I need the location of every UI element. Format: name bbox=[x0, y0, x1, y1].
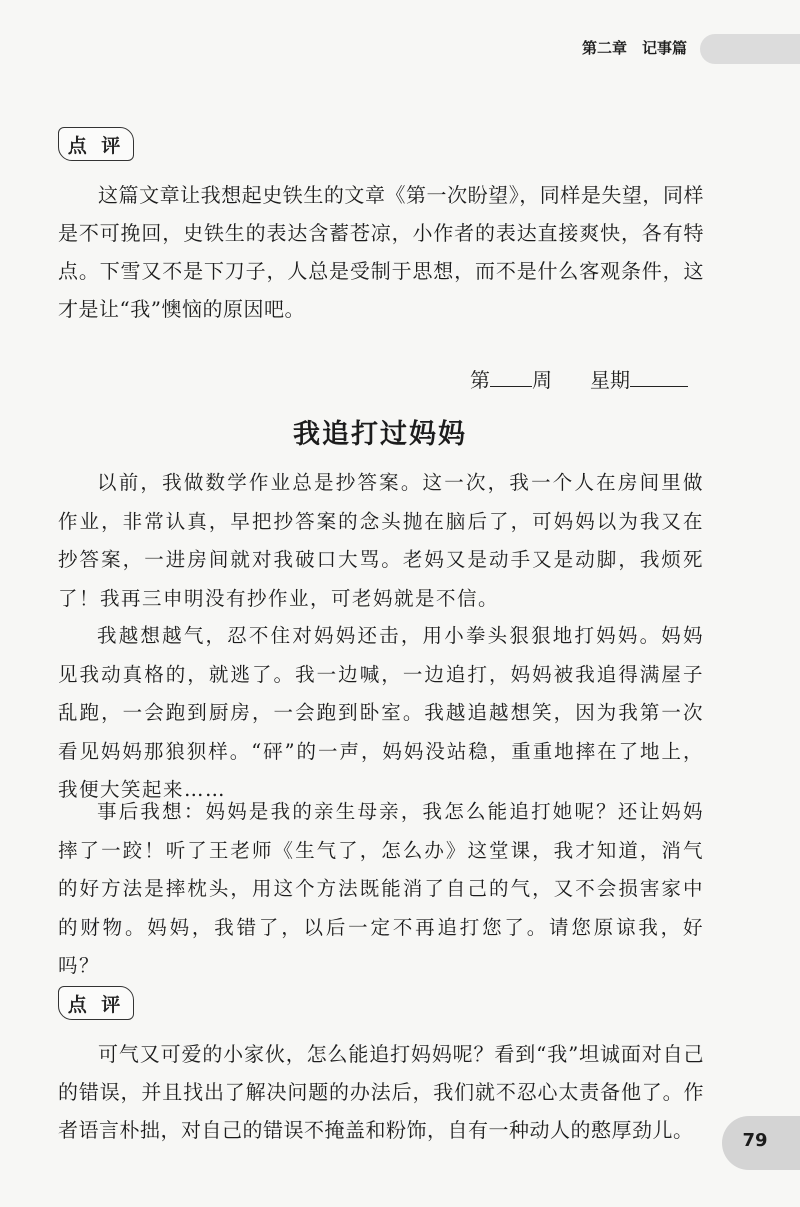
story-paragraph: 以前，我做数学作业总是抄答案。这一次，我一个人在房间里做作业，非常认真，早把抄答案的念头抛在脑后了，可妈妈以为我又在抄答案，一进房间就对我破口大骂。老妈又是动手又是动脚，我烦死了！我再三申明没有抄作业，可老妈就是不信。 bbox=[58, 471, 704, 610]
week-label-zhou: 周 bbox=[532, 368, 552, 392]
week-label-di: 第 bbox=[470, 368, 490, 392]
story-paragraph: 事后我想：妈妈是我的亲生母亲，我怎么能追打她呢？还让妈妈摔了一跤！听了王老师《生气了，怎么办》这堂课，我才知道，消气的好方法是摔枕头，用这个方法既能消了自己的气，又不会损害家中的财物。妈妈，我错了，以后一定不再追打您了。请您原谅我，好吗？ bbox=[58, 800, 704, 977]
comment-badge: 点 评 bbox=[58, 986, 134, 1020]
comment-badge: 点 评 bbox=[58, 127, 134, 161]
header-band bbox=[700, 34, 800, 64]
chapter-header: 第二章 记事篇 bbox=[582, 39, 688, 57]
comment-text: 可气又可爱的小家伙，怎么能追打妈妈呢？看到“我”坦诚面对自己的错误，并且找出了解决问题的办法后，我们就不忍心太责备他了。作者语言朴拙，对自己的错误不掩盖和粉饰，自有一种动人的憨厚劲儿。 bbox=[58, 1042, 704, 1142]
story-paragraph: 我越想越气，忍不住对妈妈还击，用小拳头狠狠地打妈妈。妈妈见我动真格的，就逃了。我一边喊，一边追打，妈妈被我追得满屋子乱跑，一会跑到厨房，一会跑到卧室。我越追越想笑，因为我第一次看见妈妈那狼狈样。“砰”的一声，妈妈没站稳，重重地摔在了地上，我便大笑起来…… bbox=[58, 624, 704, 801]
week-number-blank[interactable] bbox=[490, 368, 532, 387]
weekday-blank[interactable] bbox=[630, 368, 688, 387]
comment-text: 这篇文章让我想起史铁生的文章《第一次盼望》，同样是失望，同样是不可挽回，史铁生的表达含蓄苍凉，小作者的表达直接爽快，各有特点。下雪又不是下刀子，人总是受制于思想，而不是什么客观条件，这才是让“我”懊恼的原因吧。 bbox=[58, 183, 704, 321]
page-number: 79 bbox=[742, 1130, 768, 1151]
story-title: 我追打过妈妈 bbox=[293, 419, 467, 450]
week-line bbox=[470, 364, 710, 394]
weekday-label: 星期 bbox=[590, 368, 630, 392]
